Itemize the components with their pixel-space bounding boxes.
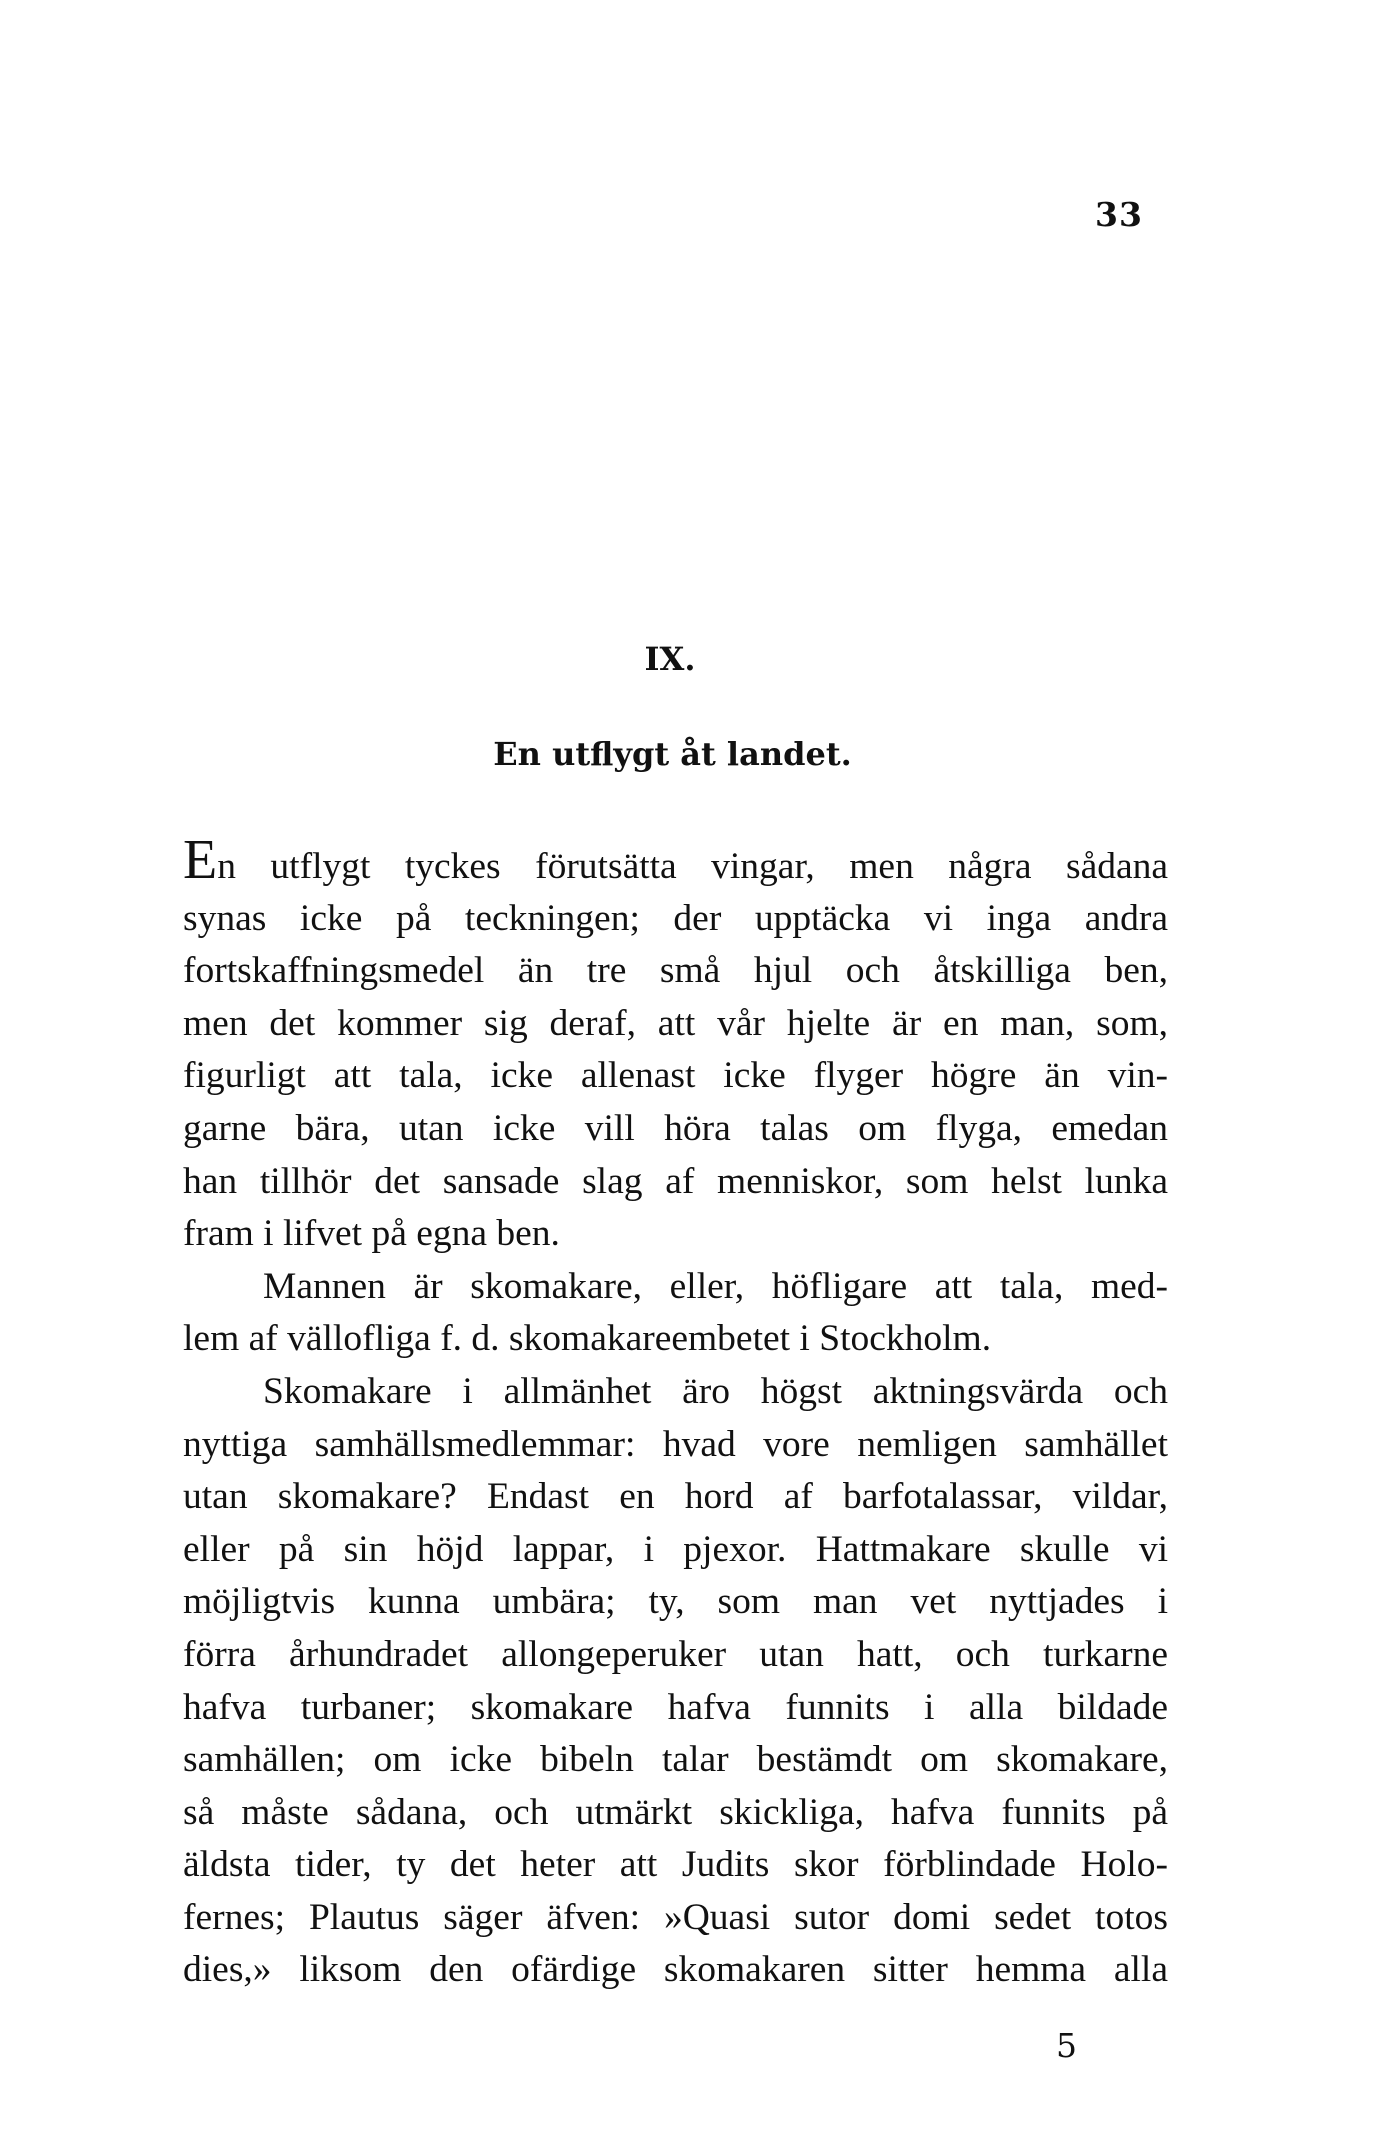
- text-line: förra århundradet allongeperuker utan hatt, och turkarne: [183, 1633, 1168, 1675]
- text-line: eller på sin höjd lappar, i pjexor. Hattmakare skulle vi: [183, 1528, 1168, 1570]
- text-line: men det kommer sig deraf, att vår hjelte är en man, som,: [183, 1002, 1168, 1044]
- text-line: han tillhör det sansade slag af menniskor, som helst lunka: [183, 1160, 1168, 1202]
- text-line: utan skomakare? Endast en hord af barfotalassar, vildar,: [183, 1476, 1168, 1518]
- text-line: Mannen är skomakare, eller, höfligare att tala, med-: [263, 1265, 1168, 1307]
- body-text: [183, 829, 1168, 1997]
- text-line: synas icke på teckningen; der upptäcka vi inga andra: [183, 897, 1168, 939]
- text-line: samhällen; om icke bibeln talar bestämdt om skomakare,: [183, 1739, 1168, 1781]
- text-line-rest: n utflygt tyckes förutsätta vingar, men några sådana: [217, 846, 1168, 887]
- text-line: Skomakare i allmänhet äro högst aktningsvärda och: [263, 1370, 1168, 1412]
- text-line: lem af vällofliga f. d. skomakareembetet i Stockholm.: [183, 1318, 992, 1360]
- text-line: fernes; Plautus säger äfven: »Quasi sutor domi sedet totos: [183, 1896, 1168, 1938]
- text-line: möjligtvis kunna umbära; ty, som man vet nyttjades i: [183, 1581, 1168, 1623]
- page-number: 33: [1095, 195, 1143, 234]
- text-line: fram i lifvet på egna ben.: [183, 1213, 560, 1255]
- chapter-title: En utflygt åt landet.: [493, 735, 852, 773]
- chapter-number: IX.: [644, 640, 696, 678]
- text-line: dies,» liksom den ofärdige skomakaren sitter hemma alla: [183, 1949, 1168, 1991]
- text-line: fortskaffningsmedel än tre små hjul och åtskilliga ben,: [183, 950, 1168, 992]
- text-line: figurligt att tala, icke allenast icke flyger högre än vin-: [183, 1055, 1168, 1097]
- text-line: [183, 829, 1168, 893]
- signature-mark: 5: [1056, 2026, 1077, 2065]
- text-line: nyttiga samhällsmedlemmar: hvad vore nemligen samhället: [183, 1423, 1168, 1465]
- drop-cap: E: [183, 829, 218, 891]
- text-line: garne bära, utan icke vill höra talas om flyga, emedan: [183, 1107, 1168, 1149]
- text-line: hafva turbaner; skomakare hafva funnits i alla bildade: [183, 1686, 1168, 1728]
- text-line: äldsta tider, ty det heter att Judits skor förblindade Holo-: [183, 1844, 1168, 1886]
- text-line: så måste sådana, och utmärkt skickliga, hafva funnits på: [183, 1791, 1168, 1833]
